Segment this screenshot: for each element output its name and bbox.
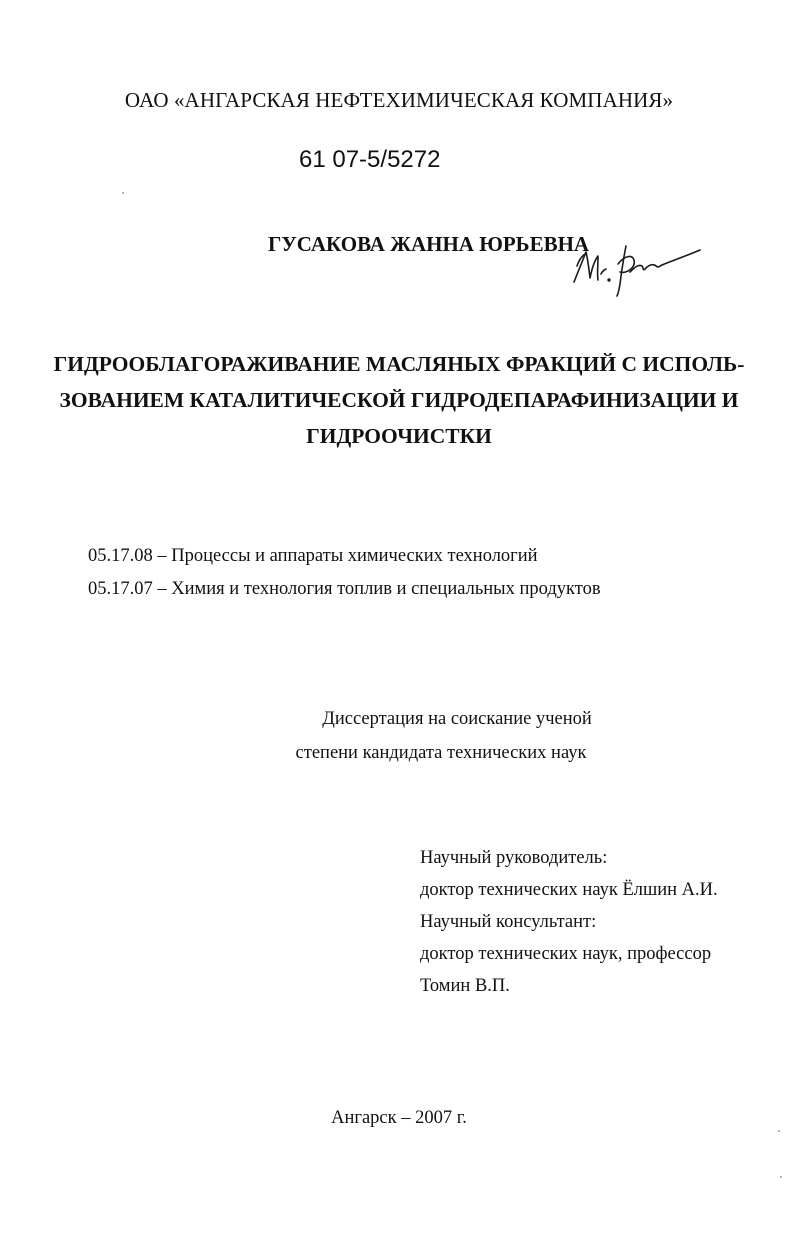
specialty-item: 05.17.08 – Процессы и аппараты химических технологий [88,546,538,566]
consultant-name: Томин В.П. [420,976,510,996]
scan-speck [122,192,124,194]
consultant-degree: доктор технических наук, профессор [420,944,712,964]
title-line: ГИДРООЧИСТКИ [306,424,492,448]
title-line: ЗОВАНИЕМ КАТАЛИТИЧЕСКОЙ ГИДРОДЕПАРАФИНИЗАЦИИ И [59,388,739,412]
specialty-list [88,540,601,606]
author-name: ГУСАКОВА ЖАННА ЮРЬЕВНА [268,232,590,256]
registration-number: 61 07-5/5272 [299,146,441,173]
dissertation-line: Диссертация на соискание ученой [322,709,592,729]
city-year: Ангарск – 2007 г. [331,1108,467,1128]
supervisor-name: доктор технических наук Ёлшин А.И. [420,880,718,900]
dissertation-line: степени кандидата технических наук [295,743,587,763]
supervision-block [420,842,718,1002]
specialty-item: 05.17.07 – Химия и технология топлив и специальных продуктов [88,579,601,599]
scan-speck [778,1130,780,1132]
title-line: ГИДРООБЛАГОРАЖИВАНИЕ МАСЛЯНЫХ ФРАКЦИЙ С ИСПОЛЬ- [53,352,745,376]
supervisor-label: Научный руководитель: [420,848,608,868]
handwritten-signature [568,238,708,298]
consultant-label: Научный консультант: [420,912,597,932]
scan-speck [780,1176,782,1178]
organization-name: ОАО «АНГАРСКАЯ НЕФТЕХИМИЧЕСКАЯ КОМПАНИЯ» [124,88,674,112]
dissertation-title [40,346,758,454]
dissertation-statement [0,702,798,770]
